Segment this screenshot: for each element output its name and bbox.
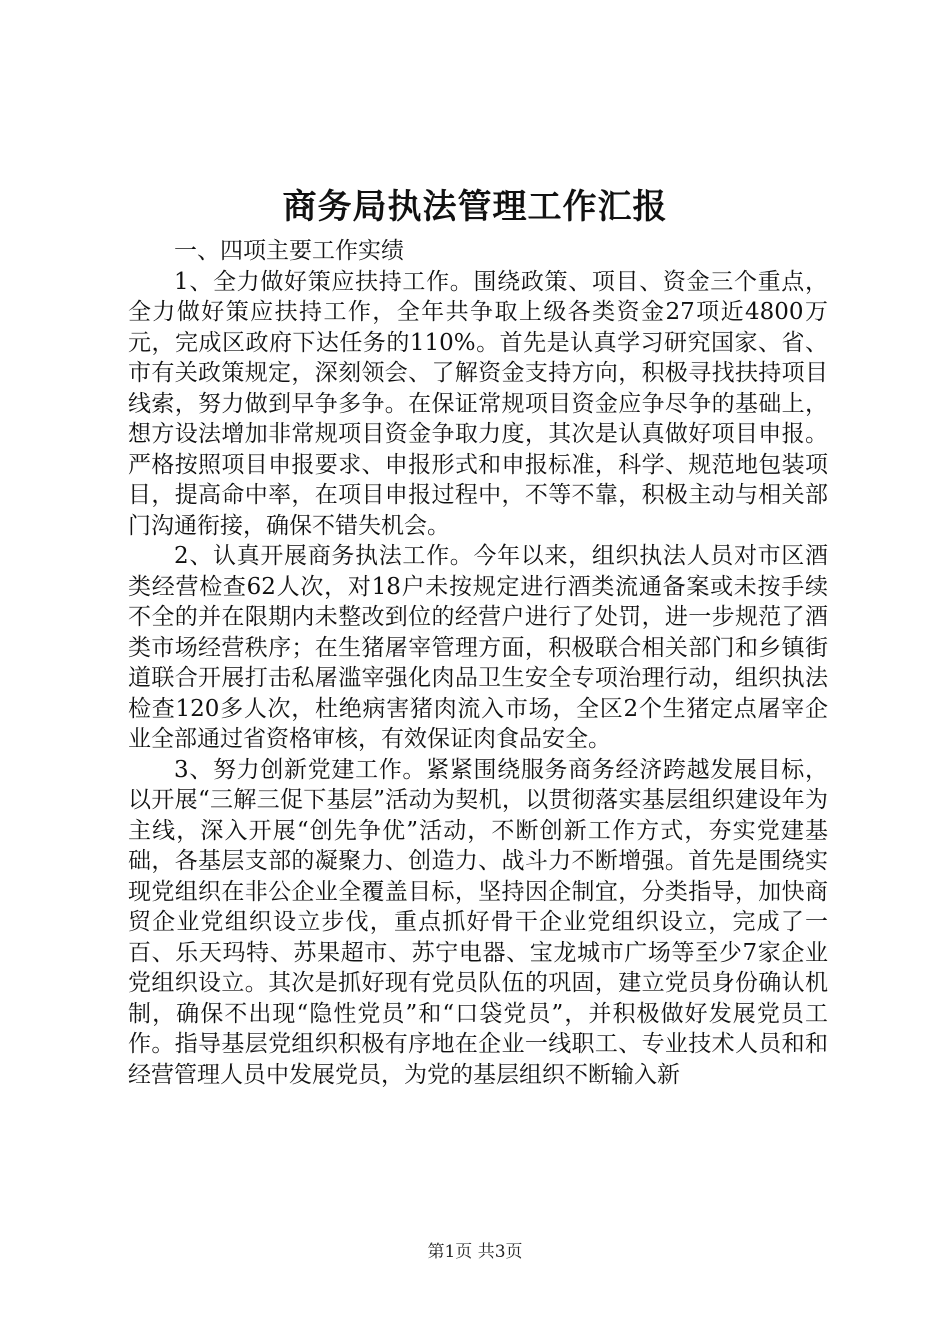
page-footer: 第1页 共3页: [427, 1242, 523, 1262]
section-heading: 一、四项主要工作实绩: [174, 238, 404, 264]
paragraph-1: 1、全力做好策应扶持工作。围绕政策、项目、资金三个重点，全力做好策应扶持工作，全年共争取上级各类资金27项近4800万元，完成区政府下达任务的110%。首先是认真学习研究国家、省、市有关政策规定，深刻领会、了解资金支持方向，积极寻找扶持项目线索，努力做到早争多争。在保证常规项目资金应争尽争的基础上，想方设法增加非常规项目资金争取力度，其次是认真做好项目申报。严格按照项目申报要求、申报形式和申报标准，科学、规范地包装项目，提高命中率，在项目申报过程中，不等不靠，积极主动与相关部门沟通衔接，确保不错失机会。: [128, 268, 828, 539]
paragraph-3: 3、努力创新党建工作。紧紧围绕服务商务经济跨越发展目标，以开展“三解三促下基层”活动为契机，以贯彻落实基层组织建设年为主线，深入开展“创先争优”活动，不断创新工作方式，夯实党建基础，各基层支部的凝聚力、创造力、战斗力不断增强。首先是围绕实现党组织在非公企业全覆盖目标，坚持因企制宜，分类指导，加快商贸企业党组织设立步伐，重点抓好骨干企业党组织设立，完成了一百、乐天玛特、苏果超市、苏宁电器、宝龙城市广场等至少7家企业党组织设立。其次是抓好现有党员队伍的巩固，建立党员身份确认机制，确保不出现“隐性党员”和“口袋党员”，并积极做好发展党员工作。指导基层党组织积极有序地在企业一线职工、专业技术人员和和经营管理人员中发展党员，为党的基层组织不断输入新: [128, 756, 828, 1088]
document-title: 商务局执法管理工作汇报: [282, 187, 668, 227]
paragraph-2: 2、认真开展商务执法工作。今年以来，组织执法人员对市区酒类经营检查62人次，对18户未按规定进行酒类流通备案或未按手续不全的并在限期内未整改到位的经营户进行了处罚，进一步规范了酒类市场经营秩序；在生猪屠宰管理方面，积极联合相关部门和乡镇街道联合开展打击私屠滥宰强化肉品卫生安全专项治理行动，组织执法检查120多人次，杜绝病害猪肉流入市场，全区2个生猪定点屠宰企业全部通过省资格审核，有效保证肉食品安全。: [128, 543, 828, 752]
document-body: [128, 236, 828, 1090]
